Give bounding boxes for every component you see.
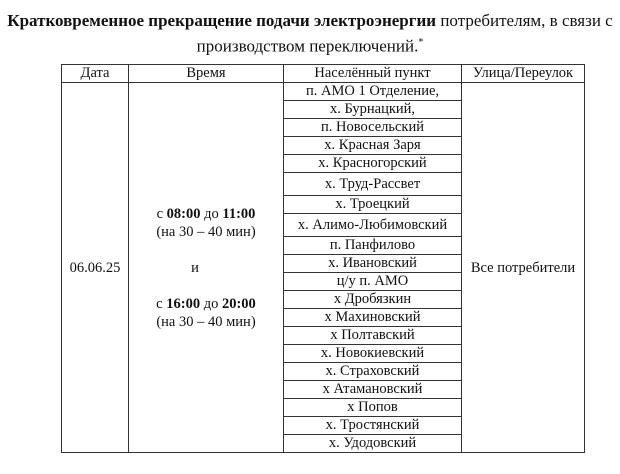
place-cell: х. Новокиевский bbox=[284, 345, 462, 363]
time-slot-1: с 08:00 до 11:00 bbox=[156, 205, 256, 222]
place-cell: п. АМО 1 Отделение, bbox=[284, 83, 462, 101]
place-cell: х. Алимо-Любимовский bbox=[284, 214, 462, 237]
time-slot-2: с 16:00 до 20:00 bbox=[156, 295, 256, 312]
place-cell: х Дробязкин bbox=[284, 291, 462, 309]
place-cell: х Атамановский bbox=[284, 381, 462, 399]
place-cell: п. Панфилово bbox=[284, 237, 462, 255]
place-cell: х. Удодовский bbox=[284, 435, 462, 453]
header-date: Дата bbox=[62, 65, 129, 83]
place-cell: х. Троецкий bbox=[284, 196, 462, 214]
document-title bbox=[0, 10, 620, 58]
place-cell: х. Тростянский bbox=[284, 417, 462, 435]
place-cell: х Махиновский bbox=[284, 309, 462, 327]
title-rest: потребителям, в связи с производством переключений. bbox=[196, 11, 613, 56]
place-cell: х. Красная Заря bbox=[284, 137, 462, 155]
place-cell: х Полтавский bbox=[284, 327, 462, 345]
place-cell: х. Ивановский bbox=[284, 255, 462, 273]
time-cell bbox=[129, 83, 284, 453]
place-cell: х. Бурнацкий, bbox=[284, 101, 462, 119]
place-cell: х Попов bbox=[284, 399, 462, 417]
date-cell: 06.06.25 bbox=[62, 83, 129, 453]
outage-table bbox=[61, 64, 585, 453]
place-cell: х. Страховский bbox=[284, 363, 462, 381]
place-cell: х. Труд-Рассвет bbox=[284, 173, 462, 196]
header-row bbox=[62, 65, 585, 83]
place-cell: ц/у п. АМО bbox=[284, 273, 462, 291]
place-cell: п. Новосельский bbox=[284, 119, 462, 137]
header-time: Время bbox=[129, 65, 284, 83]
street-cell: Все потребители bbox=[462, 83, 585, 453]
place-cell: х. Красногорский bbox=[284, 155, 462, 173]
time-slot-1-note: (на 30 – 40 мин) bbox=[156, 223, 256, 240]
time-slot-2-note: (на 30 – 40 мин) bbox=[156, 313, 256, 330]
time-and: и bbox=[191, 259, 199, 276]
title-footnote-mark: * bbox=[418, 37, 424, 48]
title-bold: Кратковременное прекращение подачи электроэнергии bbox=[7, 11, 437, 30]
header-place: Населённый пункт bbox=[284, 65, 462, 83]
header-street: Улица/Переулок bbox=[462, 65, 585, 83]
table-row bbox=[62, 83, 585, 101]
